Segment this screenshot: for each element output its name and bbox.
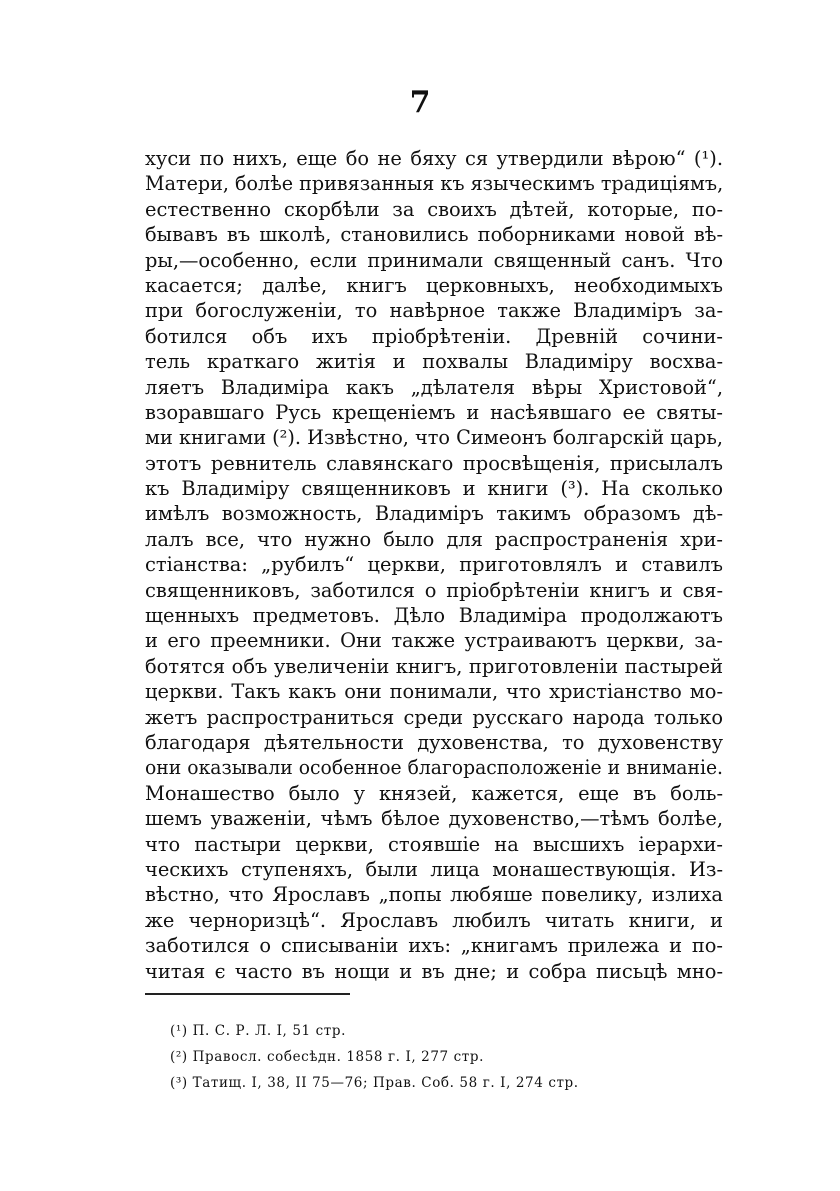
text-line: естественно скорбѣли за своихъ дѣтей, которые, по- [145,197,723,221]
text-line: заботился о списываніи ихъ: „книгамъ прилежа и по- [145,934,723,958]
text-line: хуси по нихъ, еще бо не бяху ся утвердили вѣрою“ (¹). [145,147,723,170]
text-line: они оказывали особенное благорасположеніе и вниманіе. [145,756,724,780]
text-line: Матери, болѣе привязанныя къ языческимъ традиціямъ, [145,172,724,196]
footnote-2: (²) Правосл. собесѣдн. 1858 г. I, 277 стр. [170,1049,484,1065]
text-line: жетъ распространиться среди русскаго народа только [145,705,723,729]
text-line: что пастыри церкви, стоявшіе на высшихъ іерархи- [145,832,723,856]
text-line: ляетъ Владиміра какъ „дѣлателя вѣры Христовой“, [145,375,723,399]
text-line: же черноризцѣ“. Ярославъ любилъ читать книги, и [145,908,723,932]
text-line: тель краткаго житія и похвалы Владиміру восхва- [145,350,723,374]
text-line: читая є часто въ нощи и въ дне; и собра письцѣ мно- [145,959,723,983]
text-line: шемъ уваженіи, чѣмъ бѣлое духовенство,—тѣмъ болѣе, [145,807,723,831]
text-line: касается; далѣе, книгъ церковныхъ, необходимыхъ [145,273,723,297]
text-line: бывавъ въ школѣ, становились поборниками новой вѣ- [145,223,723,247]
text-line: къ Владиміру священниковъ и книги (³). На сколько [145,477,723,501]
text-line: ботился объ ихъ пріобрѣтеніи. Древній сочини- [145,324,723,348]
text-line: имѣлъ возможность, Владиміръ такимъ образомъ дѣ- [145,502,723,526]
text-line: щенныхъ предметовъ. Дѣло Владиміра продолжаютъ [145,604,723,628]
text-line: священниковъ, заботился о пріобрѣтеніи книгъ и свя- [145,578,723,602]
text-line: взоравшаго Русь крещеніемъ и насѣявшаго ее святы- [145,400,723,424]
text-line: Монашество было у князей, кажется, еще въ боль- [145,781,723,805]
text-line: стіанства: „рубилъ“ церкви, приготовлялъ и ставилъ [145,553,723,577]
text-line: ры,—особенно, если принимали священный санъ. Что [145,248,723,272]
footnote-3: (³) Татищ. I, 38, II 75—76; Прав. Соб. 58 г. I, 274 стр. [170,1075,579,1091]
text-line: лалъ все, что нужно было для распространенія хри- [145,527,723,551]
text-line: вѣстно, что Ярославъ „попы любяше повелику, излиха [145,883,723,907]
footnote-1: (¹) П. С. Р. Л. I, 51 стр. [170,1023,346,1039]
footnotes [170,1018,730,1096]
text-line: этотъ ревнитель славянскаго просвѣщенія, присылалъ [145,451,723,475]
text-line: благодаря дѣятельности духовенства, то духовенству [145,730,723,754]
text-line: ботятся объ увеличеніи книгъ, приготовленіи пастырей [145,654,723,678]
text-line: при богослуженіи, то навѣрное также Владиміръ за- [145,299,723,323]
text-line: церкви. Такъ какъ они понимали, что христіанство мо- [145,680,723,704]
text-line: и его преемники. Они также устраиваютъ церкви, за- [145,629,723,653]
text-line: ческихъ ступеняхъ, были лица монашествующія. Из- [145,857,723,881]
text-line: ми книгами (²). Извѣстно, что Симеонъ болгарскій царь, [145,426,723,450]
body-text [145,146,723,984]
page-number: 7 [409,85,431,120]
footnote-separator [145,993,350,995]
